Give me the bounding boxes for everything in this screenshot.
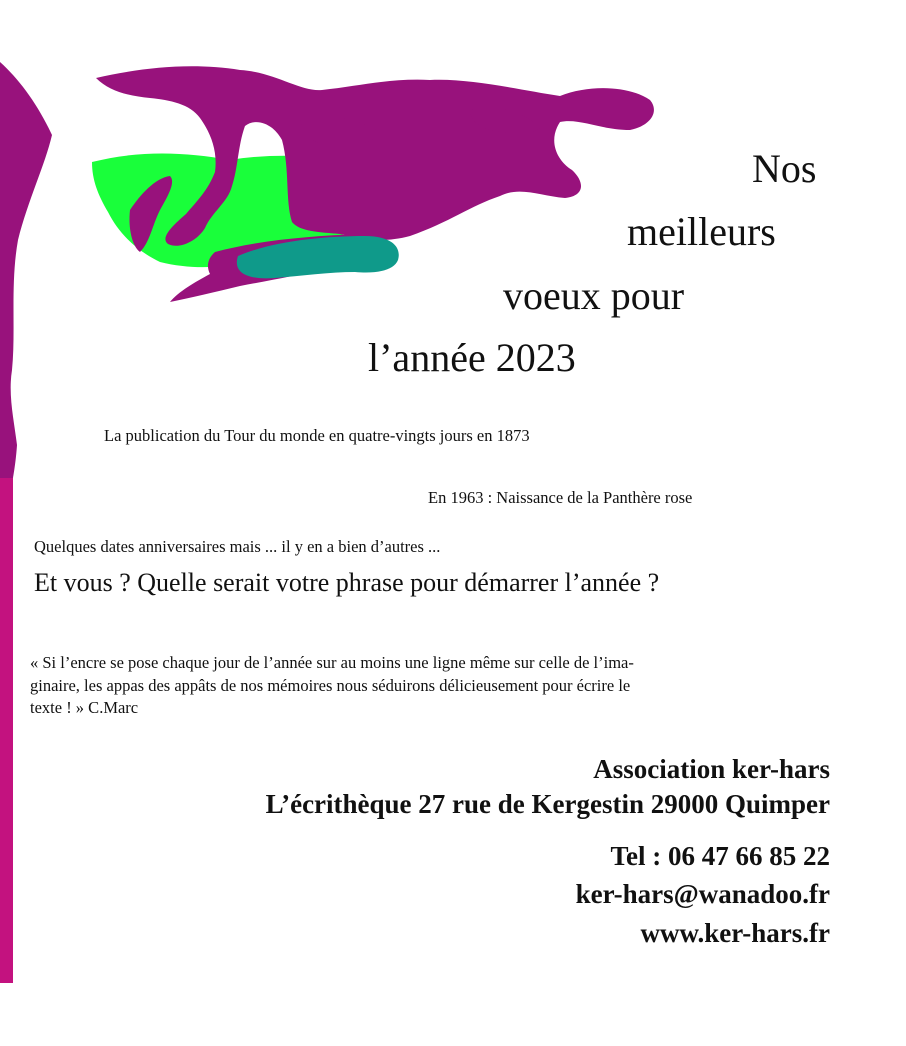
fact-line-2: En 1963 : Naissance de la Panthère rose [428,488,693,507]
title-line-3: voeux pour [503,273,685,318]
quote-block [30,652,830,720]
intro-text: Quelques dates anniversaires mais ... il y en a bien d’autres ... [34,537,441,556]
email: ker-hars@wanadoo.fr [575,879,830,909]
fact-line-1: La publication du Tour du monde en quatre-vingts jours en 1873 [104,426,530,445]
phone: Tel : 06 47 66 85 22 [610,841,830,871]
title-line-1: Nos [752,146,817,191]
question-text: Et vous ? Quelle serait votre phrase pour démarrer l’année ? [34,568,660,597]
website: www.ker-hars.fr [640,918,830,948]
quote-line-1: « Si l’encre se pose chaque jour de l’année sur au moins une ligne même sur celle de l’ima- [30,653,634,672]
title-line-4: l’année 2023 [368,335,576,380]
title-line-2: meilleurs [627,209,776,254]
quote-line-3: texte ! » C.Marc [30,698,139,717]
quote-line-2: ginaire, les appas des appâts de nos mémoires nous séduirons délicieusement pour écrire le [30,675,631,695]
left-magenta-bar [0,478,13,983]
association-name: Association ker-hars [593,754,830,784]
left-purple-shape [0,62,52,478]
address: L’écrithèque 27 rue de Kergestin 29000 Quimper [265,789,830,819]
